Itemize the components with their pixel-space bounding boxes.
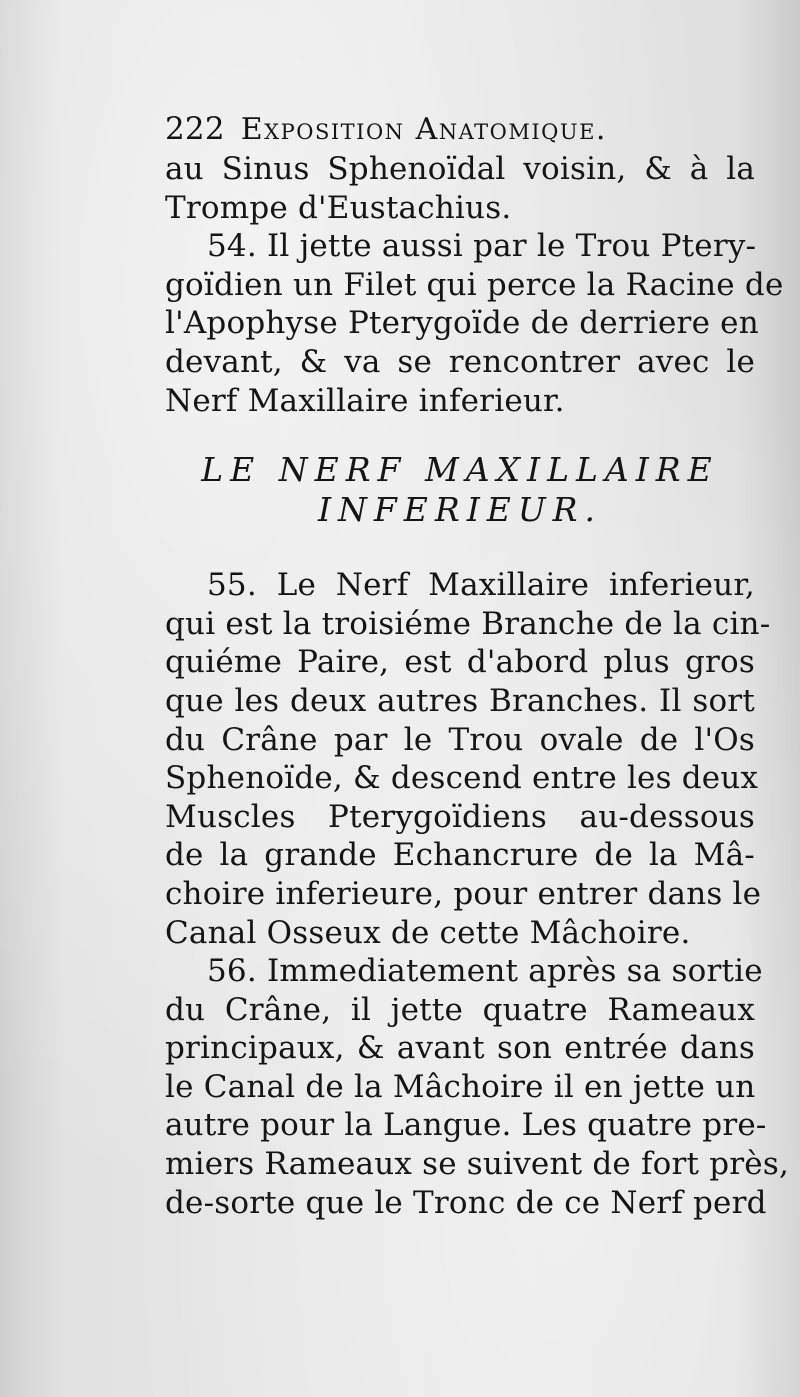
heading-line: INFERIEUR. — [317, 490, 603, 530]
text-line: 55. Le Nerf Maxillaire inferieur, — [207, 567, 755, 604]
running-title: Exposition Anatomique. — [240, 112, 607, 147]
text-line: Trompe d'Eustachius. — [165, 189, 512, 226]
continuation-paragraph — [165, 150, 755, 227]
text-line: autre pour la Langue. Les quatre pre- — [165, 1107, 767, 1144]
text-line: choire inferieure, pour entrer dans le — [165, 875, 762, 912]
text-line: Muscles Pterygoïdiens au-dessous — [165, 798, 755, 835]
text-line: du Crâne par le Trou ovale de l'Os — [165, 721, 755, 758]
paragraph-55 — [165, 566, 771, 952]
text-line: de la grande Echancrure de la Mâ- — [165, 837, 755, 874]
text-line: 54. Il jette aussi par le Trou Ptery- — [207, 228, 757, 265]
text-line: devant, & va se rencontrer avec le — [165, 343, 755, 380]
text-line: principaux, & avant son entrée dans — [165, 1030, 755, 1067]
text-line: l'Apophyse Pterygoïde de derriere en — [165, 305, 759, 342]
running-head — [165, 110, 755, 148]
text-line: de-sorte que le Tronc de ce Nerf perd — [165, 1184, 767, 1221]
text-line: le Canal de la Mâchoire il en jette un — [165, 1068, 756, 1105]
section-heading — [165, 450, 755, 530]
text-line: Canal Osseux de cette Mâchoire. — [165, 914, 691, 951]
text-line: goïdien un Filet qui perce la Racine de — [165, 266, 784, 303]
text-line: Nerf Maxillaire inferieur. — [165, 382, 565, 419]
text-line: que les deux autres Branches. Il sort — [165, 682, 755, 719]
text-line: au Sinus Sphenoïdal voisin, & à la — [165, 151, 755, 187]
paragraph-54 — [165, 227, 784, 420]
text-line: qui est la troisiéme Branche de la cin- — [165, 605, 771, 642]
paragraph-56 — [165, 952, 790, 1222]
text-line: Sphenoïde, & descend entre les deux — [165, 760, 759, 797]
text-line: miers Rameaux se suivent de fort près, — [165, 1146, 790, 1183]
text-line: du Crâne, il jette quatre Rameaux — [165, 991, 755, 1028]
text-line: 56. Immediatement après sa sortie — [207, 953, 763, 990]
heading-line: LE NERF MAXILLAIRE — [201, 450, 719, 490]
page-text-block — [165, 110, 790, 1222]
text-line: quiéme Paire, est d'abord plus gros — [165, 644, 755, 681]
page-number: 222 — [165, 111, 225, 147]
